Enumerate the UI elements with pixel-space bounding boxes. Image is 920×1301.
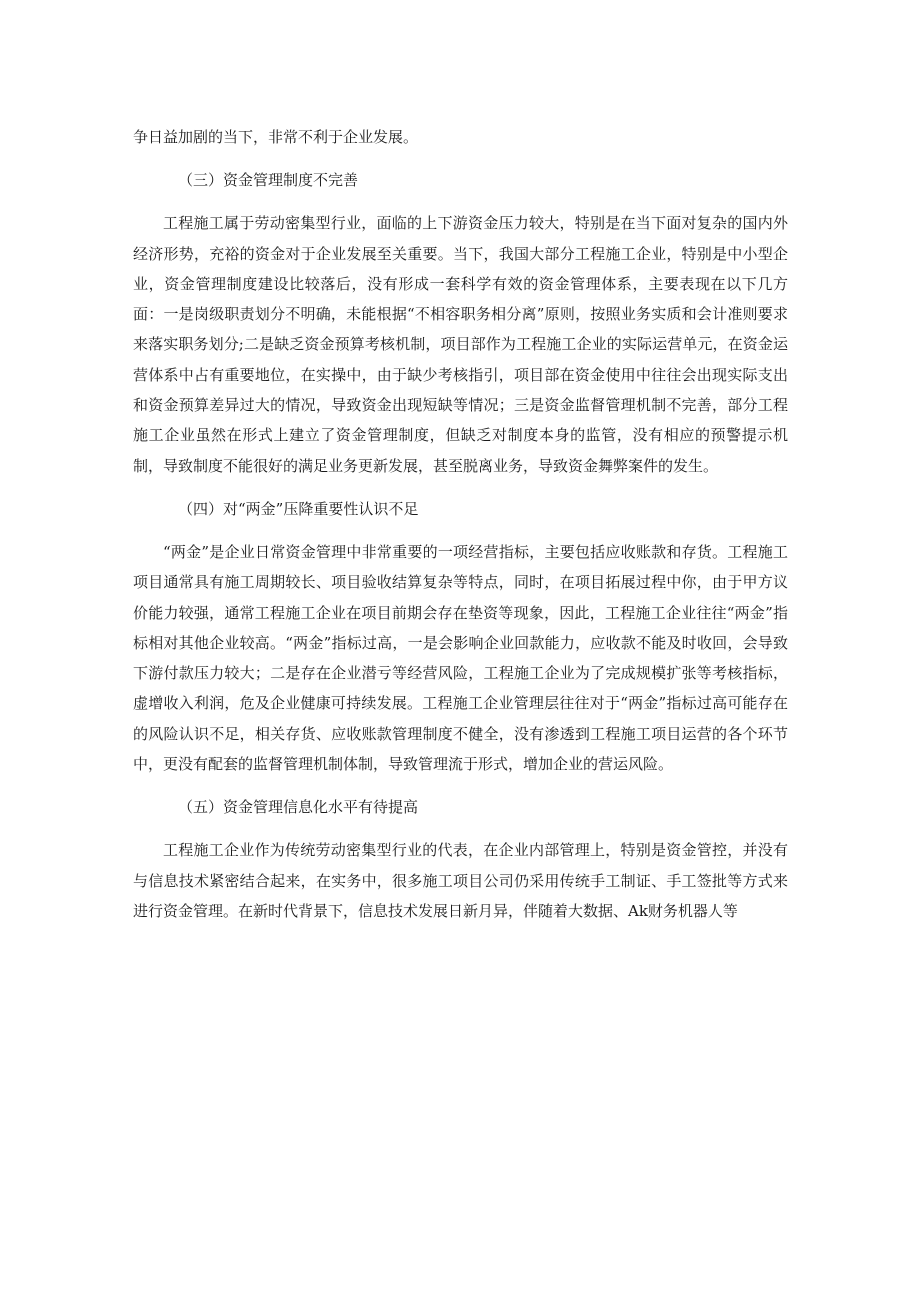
section-heading-5: （五）资金管理信息化水平有待提高	[178, 798, 419, 817]
section-heading-4: （四）对“两金”压降重要性认识不足	[178, 499, 419, 518]
paragraph-section-5: 工程施工企业作为传统劳动密集型行业的代表，在企业内部管理上，特别是资金管控，并没有与信息技术紧密结合起来，在实务中，很多施工项目公司仍采用传统手工制证、手工签批等方式来进行资金管理。在新时代背景下，信息技术发展日新月异，伴随着大数据、Ak财务机器人等	[133, 841, 788, 920]
section-heading-3: （三）资金管理制度不完善	[178, 171, 359, 190]
paragraph-section-3: 工程施工属于劳动密集型行业，面临的上下游资金压力较大，特别是在当下面对复杂的国内外经济形势，充裕的资金对于企业发展至关重要。当下，我国大部分工程施工企业，特别是中小型企业，资金管理制度建设比较落后，没有形成一套科学有效的资金管理体系，主要表现在以下几方面：一是岗级职责划分不明确，未能根据“不相容职务相分离”原则，按照业务实质和会计准则要求来落实职务划分;二是缺乏资金预算考核机制，项目部作为工程施工企业的实际运营单元，在资金运营体系中占有重要地位，在实操中，由于缺少考核指引，项目部在资金使用中往往会出现实际支出和资金预算差异过大的情况，导致资金出现短缺等情况；三是资金监督管理机制不完善，部分工程施工企业虽然在形式上建立了资金管理制度，但缺乏对制度本身的监管，没有相应的预警提示机制，导致制度不能很好的满足业务更新发展，甚至脱离业务，导致资金舞弊案件的发生。	[133, 214, 788, 475]
paragraph-section-4: “两金”是企业日常资金管理中非常重要的一项经营指标，主要包括应收账款和存货。工程施工项目通常具有施工周期较长、项目验收结算复杂等特点，同时，在项目拓展过程中你，由于甲方议价能力较强，通常工程施工企业在项目前期会存在垫资等现象，因此，工程施工企业往往“两金”指标相对其他企业较高。“两金”指标过高，一是会影响企业回款能力，应收款不能及时收回，会导致下游付款压力较大；二是存在企业潜亏等经营风险，工程施工企业为了完成规模扩张等考核指标，虚增收入利润，危及企业健康可持续发展。工程施工企业管理层往往对于“两金”指标过高可能存在的风险认识不足，相关存货、应收账款管理制度不健全，没有渗透到工程施工项目运营的各个环节中，更没有配套的监督管理机制体制，导致管理流于形式，增加企业的营运风险。	[133, 542, 788, 774]
paragraph-continuation: 争日益加剧的当下，非常不利于企业发展。	[133, 128, 419, 146]
document-body	[133, 122, 788, 926]
